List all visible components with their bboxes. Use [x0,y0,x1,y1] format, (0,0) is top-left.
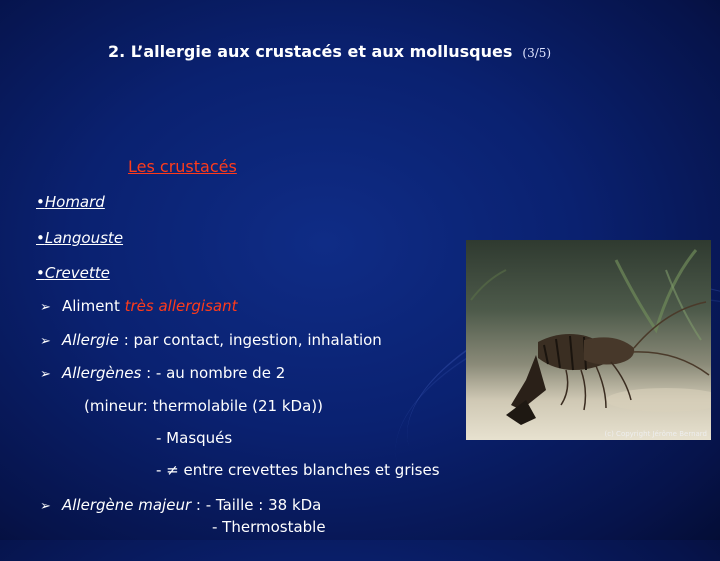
sub-line-thermostable: - Thermostable [212,518,326,536]
bullet-lead: Allergie [62,331,119,349]
bullet-lead: Allergène majeur [62,496,192,514]
sub-line-mineur: (mineur: thermolabile (21 kDa)) [84,397,323,415]
slide-title [108,42,551,61]
item-label: Langouste [44,229,124,247]
arrow-bullet-icon: ➢ [40,499,51,514]
bullet-text: : - Taille : 38 kDa [191,496,322,514]
bullet-allergenes [40,364,285,382]
arrow-bullet-icon: ➢ [40,367,51,382]
shrimp-illustration [466,240,711,440]
list-item-crevette: •Crevette [36,264,110,282]
item-label: Homard [44,193,105,211]
bullet-aliment [40,297,237,315]
title-text: 2. L’allergie aux crustacés et aux mollusques [108,42,513,61]
shrimp-photo [466,240,711,440]
bullet-text: : - au nombre de 2 [141,364,286,382]
bullet-emphasis: très allergisant [124,297,238,315]
arrow-bullet-icon: ➢ [40,334,51,349]
bullet-allergene-majeur [40,496,321,514]
list-item-homard: •Homard [36,193,105,211]
photo-credit: (c) Copyright Jérôme Bernard [604,430,707,438]
bullet-lead: Aliment [62,297,120,315]
bullet-lead: Allergènes [62,364,142,382]
list-item-langouste: •Langouste [36,229,124,247]
bullet-text: : par contact, ingestion, inhalation [118,331,382,349]
sub-line-masques: - Masqués [156,429,233,447]
bullet-allergie [40,331,382,349]
arrow-bullet-icon: ➢ [40,300,51,315]
item-label: Crevette [44,264,110,282]
page-indicator: (3/5) [522,46,552,60]
sub-line-crevettes: - ≠ entre crevettes blanches et grises [156,461,440,479]
section-heading: Les crustacés [128,157,237,176]
